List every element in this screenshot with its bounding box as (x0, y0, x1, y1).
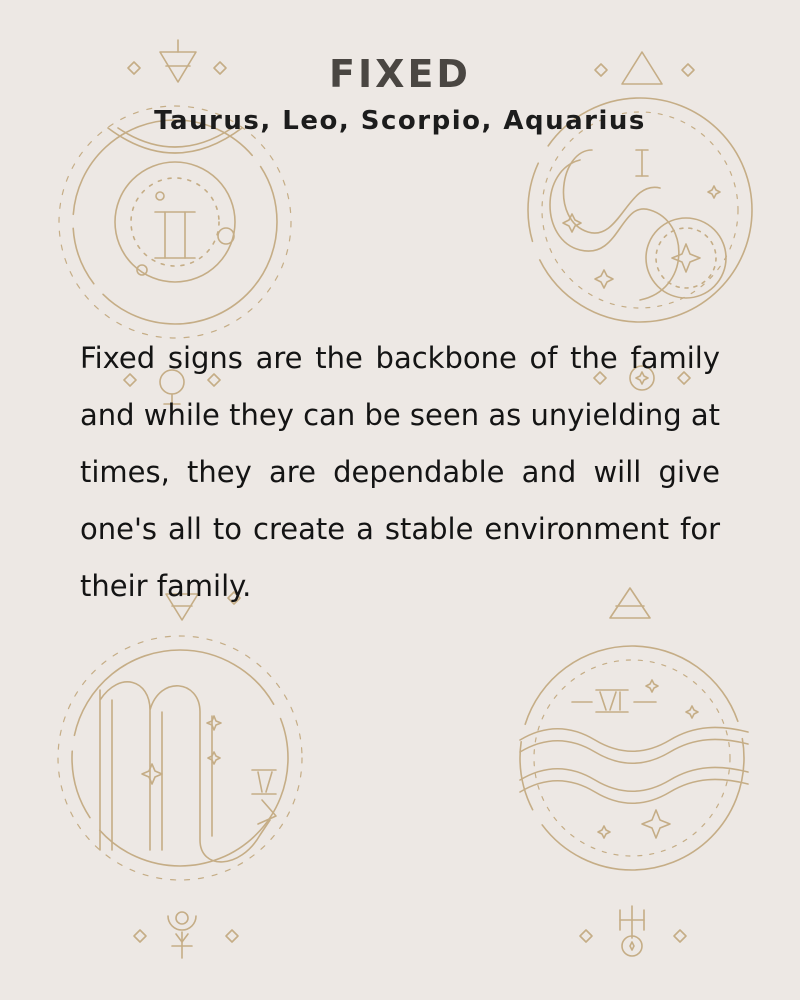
description-paragraph: Fixed signs are the backbone of the family and while they can be seen as unyielding at times, they are dependable and will give one's all to create a stable environment for their family. (80, 341, 720, 603)
aquarius-emblem-icon (520, 646, 748, 870)
gemini-emblem-icon (59, 106, 291, 338)
page-title: FIXED (329, 52, 471, 96)
scorpio-emblem-icon (58, 636, 302, 880)
sign-list: Taurus, Leo, Scorpio, Aquarius (154, 106, 646, 136)
pluto-symbol-icon (134, 912, 238, 958)
uranus-symbol-icon (580, 906, 686, 956)
